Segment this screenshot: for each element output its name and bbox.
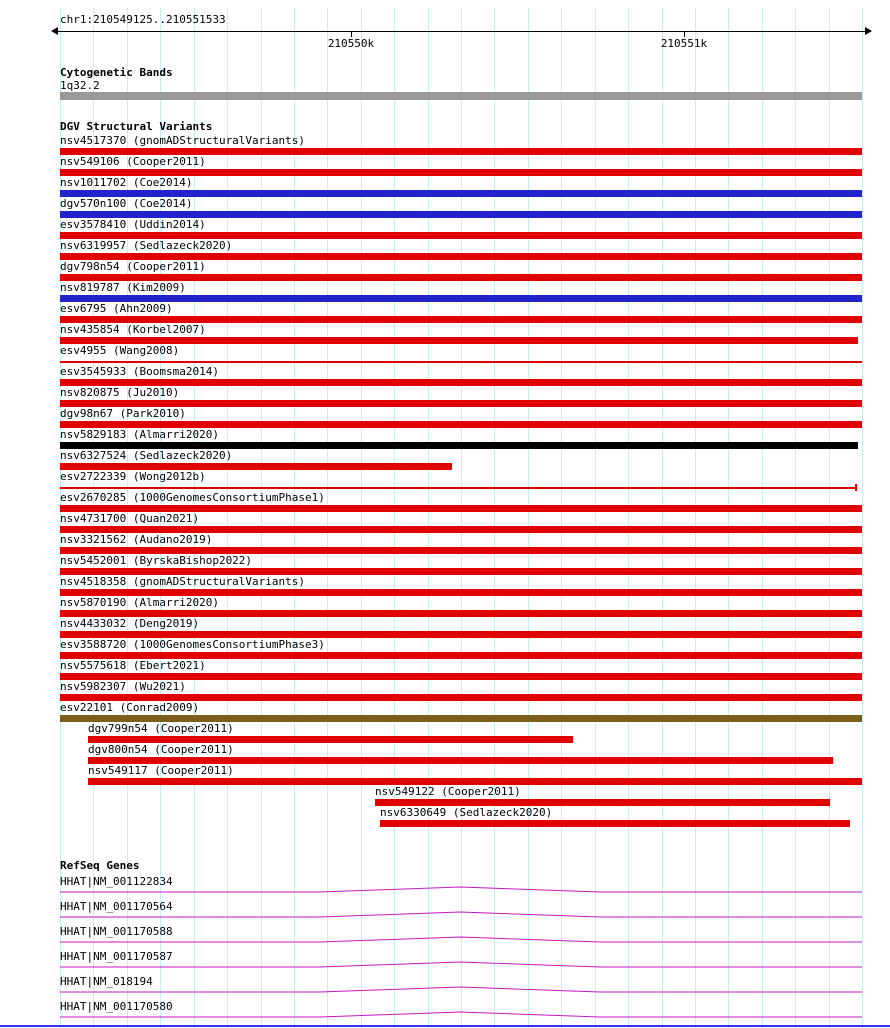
gene-label[interactable]: HHAT|NM_001170564 <box>60 900 173 913</box>
gridline <box>829 8 830 1028</box>
ruler-line <box>57 31 866 32</box>
variant-label[interactable]: nsv820875 (Ju2010) <box>60 386 180 399</box>
variant-label[interactable]: esv4955 (Wang2008) <box>60 344 180 357</box>
dgv-title: DGV Structural Variants <box>60 120 213 133</box>
variant-bar[interactable] <box>60 505 862 512</box>
variant-bar[interactable] <box>60 673 862 680</box>
gridline <box>294 8 295 1028</box>
gridline <box>728 8 729 1028</box>
variant-bar[interactable] <box>60 253 862 260</box>
gene-label[interactable]: HHAT|NM_001170588 <box>60 925 173 938</box>
region-coordinates: chr1:210549125..210551533 <box>60 13 226 26</box>
variant-bar[interactable] <box>60 232 862 239</box>
variant-label[interactable]: esv2722339 (Wong2012b) <box>60 470 206 483</box>
variant-bar[interactable] <box>60 190 862 197</box>
variant-label[interactable]: nsv549106 (Cooper2011) <box>60 155 206 168</box>
ruler-right-arrow-icon <box>865 27 872 35</box>
variant-bar[interactable] <box>60 652 862 659</box>
gridline <box>795 8 796 1028</box>
gridline <box>561 8 562 1028</box>
gridline <box>528 8 529 1028</box>
gridline <box>628 8 629 1028</box>
variant-label[interactable]: nsv6319957 (Sedlazeck2020) <box>60 239 233 252</box>
gridline <box>662 8 663 1028</box>
cytobands-title: Cytogenetic Bands <box>60 66 173 79</box>
ruler-tick-label: 210551k <box>660 37 708 50</box>
variant-label[interactable]: esv3545933 (Boomsma2014) <box>60 365 219 378</box>
gene-label[interactable]: HHAT|NM_001170580 <box>60 1000 173 1013</box>
gridline <box>695 8 696 1028</box>
gene-structure[interactable] <box>60 1009 862 1019</box>
variant-label[interactable]: nsv5982307 (Wu2021) <box>60 680 186 693</box>
variant-label[interactable]: nsv5829183 (Almarri2020) <box>60 428 219 441</box>
gridline <box>361 8 362 1028</box>
variant-label[interactable]: esv6795 (Ahn2009) <box>60 302 173 315</box>
variant-bar[interactable] <box>60 568 862 575</box>
variant-bar[interactable] <box>60 148 862 155</box>
variant-bar[interactable] <box>60 694 862 701</box>
gridline <box>394 8 395 1028</box>
variant-bar[interactable] <box>60 463 452 470</box>
variant-bar[interactable] <box>60 316 862 323</box>
variant-label[interactable]: nsv549122 (Cooper2011) <box>375 785 521 798</box>
variant-label[interactable]: nsv5452001 (ByrskaBishop2022) <box>60 554 253 567</box>
gene-structure[interactable] <box>60 884 862 894</box>
ruler-tick-label: 210550k <box>327 37 375 50</box>
variant-label[interactable]: nsv5870190 (Almarri2020) <box>60 596 219 609</box>
variant-bar[interactable] <box>60 715 862 722</box>
variant-label[interactable]: nsv1011702 (Coe2014) <box>60 176 193 189</box>
variant-bar[interactable] <box>380 820 850 827</box>
refseq-title: RefSeq Genes <box>60 859 140 872</box>
variant-label[interactable]: dgv798n54 (Cooper2011) <box>60 260 206 273</box>
gene-structure[interactable] <box>60 934 862 944</box>
variant-label[interactable]: nsv6327524 (Sedlazeck2020) <box>60 449 233 462</box>
variant-bar[interactable] <box>60 361 862 363</box>
gene-label[interactable]: HHAT|NM_001122834 <box>60 875 173 888</box>
variant-label[interactable]: esv22101 (Conrad2009) <box>60 701 200 714</box>
variant-label[interactable]: dgv570n100 (Coe2014) <box>60 197 193 210</box>
variant-label[interactable]: nsv819787 (Kim2009) <box>60 281 186 294</box>
variant-bar[interactable] <box>60 442 858 449</box>
variant-bar[interactable] <box>60 631 862 638</box>
variant-bar[interactable] <box>60 400 862 407</box>
variant-bar[interactable] <box>60 610 862 617</box>
variant-label[interactable]: esv3588720 (1000GenomesConsortiumPhase3) <box>60 638 325 651</box>
ruler-left-arrow-icon <box>51 27 58 35</box>
ruler <box>0 0 890 56</box>
variant-label[interactable]: nsv4517370 (gnomADStructuralVariants) <box>60 134 306 147</box>
variant-bar[interactable] <box>60 421 862 428</box>
gridline <box>428 8 429 1028</box>
variant-label[interactable]: nsv549117 (Cooper2011) <box>88 764 234 777</box>
variant-bar[interactable] <box>60 589 862 596</box>
variant-label[interactable]: nsv5575618 (Ebert2021) <box>60 659 206 672</box>
variant-label[interactable]: dgv799n54 (Cooper2011) <box>88 722 234 735</box>
gridline <box>327 8 328 1028</box>
variant-bar[interactable] <box>88 757 833 764</box>
gridline <box>461 8 462 1028</box>
gridline <box>762 8 763 1028</box>
gridline <box>261 8 262 1028</box>
variant-end-tick[interactable] <box>855 484 857 491</box>
variant-bar[interactable] <box>60 547 862 554</box>
variant-bar[interactable] <box>60 295 862 302</box>
variant-bar[interactable] <box>60 337 858 344</box>
bottom-divider <box>0 1025 890 1027</box>
variant-bar[interactable] <box>88 736 573 743</box>
gene-label[interactable]: HHAT|NM_018194 <box>60 975 153 988</box>
variant-bar[interactable] <box>375 799 830 806</box>
variant-label[interactable]: nsv3321562 (Audano2019) <box>60 533 213 546</box>
gene-structure[interactable] <box>60 909 862 919</box>
variant-bar[interactable] <box>60 169 862 176</box>
gridline <box>227 8 228 1028</box>
gene-structure[interactable] <box>60 959 862 969</box>
gridline <box>862 8 863 1028</box>
variant-bar[interactable] <box>60 211 862 218</box>
variant-label[interactable]: nsv4433032 (Deng2019) <box>60 617 200 630</box>
gridline <box>494 8 495 1028</box>
variant-bar[interactable] <box>60 274 862 281</box>
variant-bar[interactable] <box>60 379 862 386</box>
variant-label[interactable]: esv3578410 (Uddin2014) <box>60 218 206 231</box>
variant-label[interactable]: nsv435854 (Korbel2007) <box>60 323 206 336</box>
gene-label[interactable]: HHAT|NM_001170587 <box>60 950 173 963</box>
variant-label[interactable]: esv2670285 (1000GenomesConsortiumPhase1) <box>60 491 325 504</box>
gene-structure[interactable] <box>60 984 862 994</box>
variant-bar[interactable] <box>60 487 857 489</box>
variant-bar[interactable] <box>60 526 862 533</box>
variant-label[interactable]: nsv4731700 (Quan2021) <box>60 512 200 525</box>
cytoband-label: 1q32.2 <box>60 79 100 92</box>
variant-label[interactable]: dgv800n54 (Cooper2011) <box>88 743 234 756</box>
variant-bar[interactable] <box>88 778 862 785</box>
variant-label[interactable]: nsv6330649 (Sedlazeck2020) <box>380 806 553 819</box>
variant-label[interactable]: nsv4518358 (gnomADStructuralVariants) <box>60 575 306 588</box>
gridline <box>595 8 596 1028</box>
variant-label[interactable]: dgv98n67 (Park2010) <box>60 407 186 420</box>
cytoband-bar[interactable] <box>60 92 862 100</box>
